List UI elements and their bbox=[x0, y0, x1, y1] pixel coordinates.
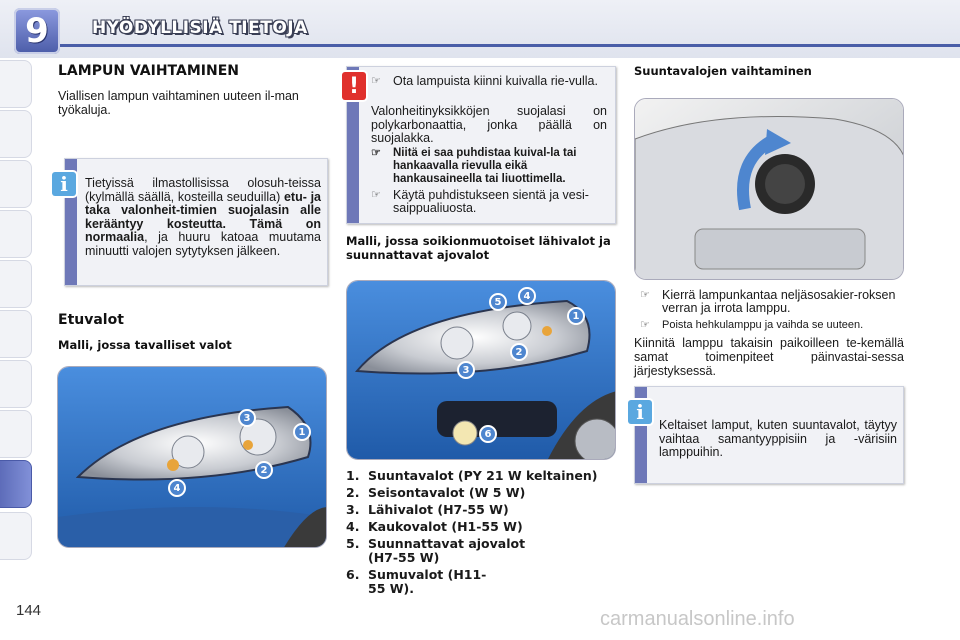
list-item: 4. Kaukovalot (H1-55 W) bbox=[346, 519, 523, 534]
instruction-bullet: ☞ Poista hehkulamppu ja vaihda se uuteen. bbox=[640, 319, 864, 331]
chapter-tab[interactable] bbox=[0, 60, 32, 108]
page-number: 144 bbox=[16, 602, 42, 619]
pointing-hand-icon: ☞ bbox=[371, 75, 381, 87]
headlight-photo-standard bbox=[57, 366, 327, 548]
warning-icon: ! bbox=[342, 72, 366, 100]
chapter-tab[interactable] bbox=[0, 310, 32, 358]
pointing-hand-icon: ☞ bbox=[640, 319, 650, 331]
chapter-tab[interactable] bbox=[0, 210, 32, 258]
etuvalot-subheading: Malli, jossa tavalliset valot bbox=[58, 338, 232, 352]
chapter-tab[interactable] bbox=[0, 160, 32, 208]
list-item: 6. Sumuvalot (H11-55 W). bbox=[346, 567, 487, 596]
turn-signal-photo bbox=[634, 98, 904, 280]
callout-2: 2 bbox=[255, 461, 273, 479]
pointing-hand-icon: ☞ bbox=[640, 289, 650, 301]
callout-4: 4 bbox=[518, 287, 536, 305]
turn-signal-heading: Suuntavalojen vaihtaminen bbox=[634, 64, 812, 78]
chapter-tab[interactable] bbox=[0, 410, 32, 458]
section-heading: LAMPUN VAIHTAMINEN bbox=[58, 63, 239, 79]
info-box-condensation bbox=[64, 158, 328, 286]
info-box-bulbs bbox=[634, 386, 904, 484]
callout-6: 6 bbox=[479, 425, 497, 443]
chapter-tab[interactable] bbox=[0, 360, 32, 408]
warning-bullet: ☞ Ota lampuista kiinni kuivalla rie-vulla. bbox=[371, 74, 598, 88]
chapter-badge[interactable]: 9 bbox=[14, 8, 60, 54]
chapter-tab[interactable] bbox=[0, 260, 32, 308]
header-rule bbox=[60, 44, 960, 47]
oval-headlight-subheading: Malli, jossa soikionmuotoiset lähivalot ja suunnattavat ajovalot bbox=[346, 234, 611, 262]
pointing-hand-icon: ☞ bbox=[371, 147, 381, 159]
chapter-tab-active[interactable] bbox=[0, 460, 32, 508]
list-item: 1. Suuntavalot (PY 21 W keltainen) bbox=[346, 468, 598, 483]
etuvalot-heading: Etuvalot bbox=[58, 312, 124, 328]
info-box-text: Keltaiset lamput, kuten suuntavalot, täytyy vaihtaa samantyyppisiin ja -värisiin lamppuihin. bbox=[659, 418, 897, 459]
bulb-list bbox=[346, 469, 616, 599]
callout-1: 1 bbox=[567, 307, 585, 325]
info-box-text: Tietyissä ilmastollisissa olosuh-teissa (kylmällä säällä, kosteilla seuduilla) etu- ja taka valonheit-timien suojalasin alle kerääntyy kosteutta. Tämä on normaalia, ja huuru katoaa muutama minuutti valojen sytytyksen jälkeen. bbox=[85, 176, 322, 258]
callout-2: 2 bbox=[510, 343, 528, 361]
list-item: 5. Suunnattavat ajovalot (H7-55 W) bbox=[346, 536, 526, 565]
intro-paragraph: Viallisen lampun vaihtaminen uuteen il-man työkaluja. bbox=[58, 89, 299, 117]
instruction-bullet: ☞ Kierrä lampunkantaa neljäsosakier-roksen verran ja irrota lamppu. bbox=[640, 288, 896, 315]
list-item: 3. Lähivalot (H7-55 W) bbox=[346, 502, 509, 517]
chapter-tabs bbox=[0, 60, 34, 580]
warning-box bbox=[346, 66, 616, 224]
callout-1: 1 bbox=[293, 423, 311, 441]
headlight-photo-oval bbox=[346, 280, 616, 460]
list-item: 2. Seisontavalot (W 5 W) bbox=[346, 485, 526, 500]
chapter-tab[interactable] bbox=[0, 512, 32, 560]
callout-4: 4 bbox=[168, 479, 186, 497]
info-icon: i bbox=[52, 172, 76, 196]
callout-5: 5 bbox=[489, 293, 507, 311]
reinstall-paragraph: Kiinnitä lamppu takaisin paikoilleen te-kemällä samat toimenpiteet päinvastai-sessa järjestyksessä. bbox=[634, 336, 904, 378]
callout-3: 3 bbox=[457, 361, 475, 379]
warning-bullet: ☞ Niitä ei saa puhdistaa kuival-la tai hankaavalla rievulla eikä hankausaineella tai liuottimella. bbox=[371, 147, 577, 185]
pointing-hand-icon: ☞ bbox=[371, 189, 381, 201]
chapter-title: HYÖDYLLISIÄ TIETOJA bbox=[92, 18, 308, 38]
warning-bullet: ☞ Käytä puhdistukseen sientä ja vesi-saippualiuosta. bbox=[371, 188, 589, 215]
chapter-tab[interactable] bbox=[0, 110, 32, 158]
warning-paragraph: Valonheitinyksikköjen suojalasi on polykarbonaattia, jonka päällä on suojalakka. bbox=[371, 104, 607, 145]
callout-3: 3 bbox=[238, 409, 256, 427]
watermark: carmanualsonline.info bbox=[600, 608, 795, 630]
info-icon: i bbox=[628, 400, 652, 424]
